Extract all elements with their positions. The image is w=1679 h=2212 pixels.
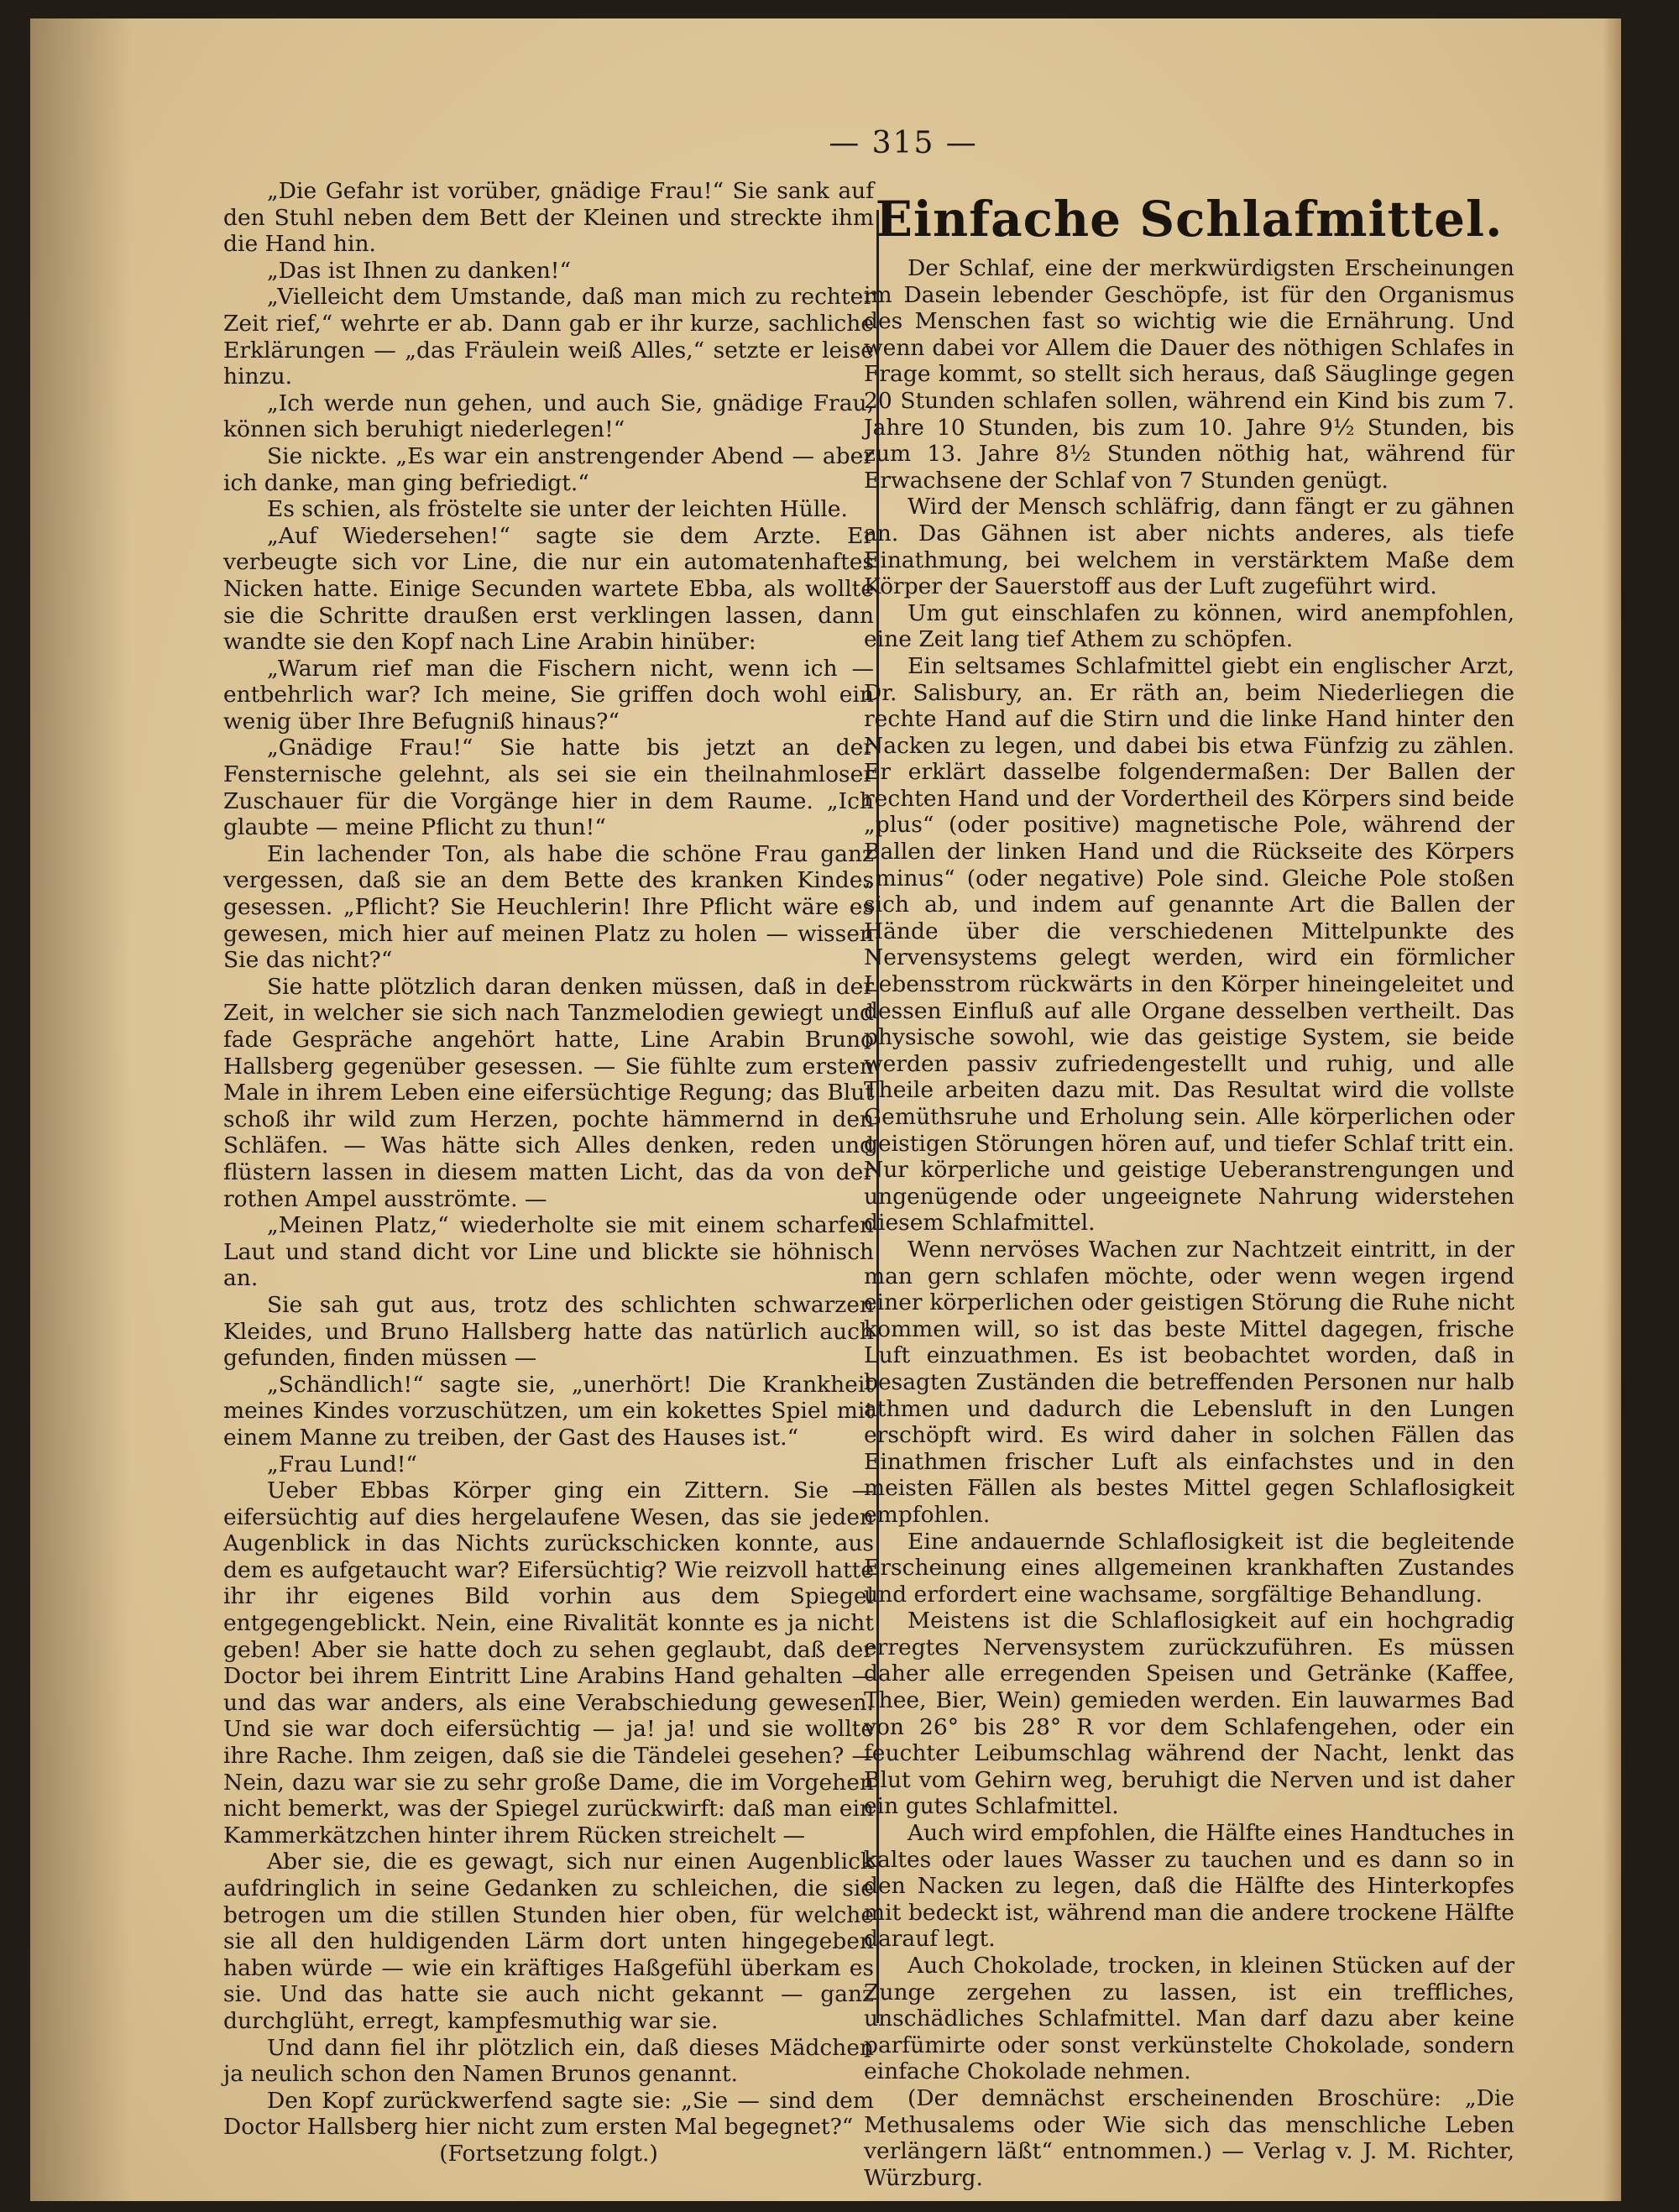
story-paragraph: Es schien, als fröstelte sie unter der leichten Hülle.: [267, 496, 848, 523]
story-paragraph: „Vielleicht dem Umstande, daß man mich zu rechter Zeit rief,“ wehrte er ab. Dann gab er ihr kurze, sachliche Erklärungen — „das Fräulein weiß Alles,“ setzte er leise hinzu.: [223, 284, 874, 390]
story-paragraph: Aber sie, die es gewagt, sich nur einen Augenblick aufdringlich in seine Gedanken zu schleichen, die sie betrogen um die stillen Stunden hier oben, für welche sie all den huldigenden Lärm dort unten hingegeben haben würde — wie ein kräftiges Haßgefühl überkam es sie. Und das hatte sie auch nicht gekannt — ganz durchglüht, erregt, kampfesmuthig war sie.: [223, 1849, 874, 2034]
story-paragraph: „Ich werde nun gehen, und auch Sie, gnädige Frau, können sich beruhigt niederlegen!“: [223, 390, 874, 443]
story-paragraph: Sie sah gut aus, trotz des schlichten schwarzen Kleides, und Bruno Hallsberg hatte das natürlich auch gefunden, finden müssen —: [223, 1291, 874, 1372]
story-paragraph: Und dann fiel ihr plötzlich ein, daß dieses Mädchen ja neulich schon den Namen Brunos genannt.: [223, 2034, 874, 2088]
page-number: — 315 —: [829, 126, 978, 160]
article-paragraph: Wenn nervöses Wachen zur Nachtzeit eintritt, in der man gern schlafen möchte, oder wenn wegen irgend einer körperlichen oder geistigen Störung die Ruhe nicht kommen will, so ist das beste Mittel dagegen, frische Luft einzuathmen. Es ist beobachtet worden, daß in besagten Zuständen die betreffenden Personen nur halb athmen und dadurch die Lebensluft in den Lungen erschöpft wird. Es wird daher in solchen Fällen das Einathmen frischer Luft als einfachstes und in den meisten Fällen als bestes Mittel gegen Schlaflosigkeit empfohlen.: [864, 1236, 1514, 1528]
story-column: [223, 178, 874, 2168]
article-column: [864, 195, 1514, 2191]
article-paragraph: Der Schlaf, eine der merkwürdigsten Erscheinungen im Dasein lebender Geschöpfe, ist für den Organismus des Menschen fast so wichtig wie die Ernährung. Und wenn dabei vor Allem die Dauer des nöthigen Schlafes in Frage kommt, so stellt sich heraus, daß Säuglinge gegen 20 Stunden schlafen sollen, während ein Kind bis zum 7. Jahre 10 Stunden, bis zum 10. Jahre 9½ Stunden, bis zum 13. Jahre 8½ Stunden nöthig hat, während für Erwachsene der Schlaf von 7 Stunden genügt.: [864, 255, 1514, 494]
article-paragraph: Ein seltsames Schlafmittel giebt ein englischer Arzt, Dr. Salisbury, an. Er räth an, beim Niederliegen die rechte Hand auf die Stirn und die linke Hand hinter den Nacken zu legen, und dabei bis etwa Fünfzig zu zählen. Er erklärt dasselbe folgendermaßen: Der Ballen der rechten Hand und der Vordertheil des Körpers sind beide „plus“ (oder positive) magnetische Pole, während der Ballen der linken Hand und die Rückseite des Körpers „minus“ (oder negative) Pole sind. Gleiche Pole stoßen sich ab, und indem auf genannte Art die Ballen der Hände über die verschiedenen Mittelpunkte des Nervensystems gelegt werden, wird ein förmlicher Lebensstrom rückwärts in den Körper hineingeleitet und dessen Einfluß auf alle Organe desselben vertheilt. Das physische sowohl, wie das geistige System, sie beide werden passiv zufriedengestellt und ruhig, und alle Theile arbeiten dazu mit. Das Resultat wird die vollste Gemüthsruhe und Erholung sein. Alle körperlichen oder geistigen Störungen hören auf, und tiefer Schlaf tritt ein. Nur körperliche und geistige Ueberanstrengungen und ungenügende oder ungeeignete Nahrung widerstehen diesem Schlafmittel.: [864, 652, 1514, 1237]
story-paragraph: „Gnädige Frau!“ Sie hatte bis jetzt an der Fensternische gelehnt, als sei sie ein theilnahmloser Zuschauer für die Vorgänge hier in dem Raume. „Ich glaubte — meine Pflicht zu thun!“: [223, 735, 874, 841]
story-paragraph: „Frau Lund!“: [267, 1451, 417, 1477]
article-paragraph: Um gut einschlafen zu können, wird anempfohlen, eine Zeit lang tief Athem zu schöpfen.: [864, 599, 1514, 653]
article-paragraph: (Der demnächst erscheinenden Broschüre: „Die Methusalems oder Wie sich das menschliche Leben verlängern läßt“ entnommen.) — Verlag v. J. M. Richter, Würzburg.: [864, 2084, 1514, 2191]
story-paragraph: „Schändlich!“ sagte sie, „unerhört! Die Krankheit meines Kindes vorzuschützen, um ein kokettes Spiel mit einem Manne zu treiben, der Gast des Hauses ist.“: [223, 1371, 874, 1451]
page-edge-shadow: [1603, 18, 1621, 2201]
scanned-page: [30, 18, 1621, 2201]
story-paragraph: Ein lachender Ton, als habe die schöne Frau ganz vergessen, daß sie an dem Bette des kranken Kindes gesessen. „Pflicht? Sie Heuchlerin! Ihre Pflicht wäre es gewesen, mich hier auf meinen Platz zu holen — wissen Sie das nicht?“: [223, 840, 874, 974]
story-paragraph: „Meinen Platz,“ wiederholte sie mit einem scharfen Laut und stand dicht vor Line und blickte sie höhnisch an.: [223, 1212, 874, 1292]
article-paragraph: Meistens ist die Schlaflosigkeit auf ein hochgradig erregtes Nervensystem zurückzuführen. Es müssen daher alle erregenden Speisen und Getränke (Kaffee, Thee, Bier, Wein) gemieden werden. Ein lauwarmes Bad von 26° bis 28° R vor dem Schlafengehen, oder ein feuchter Leibumschlag während der Nacht, lenkt das Blut vom Gehirn weg, beruhigt die Nerven und ist daher ein gutes Schlafmittel.: [864, 1608, 1514, 1820]
article-title: Einfache Schlafmittel.: [875, 191, 1504, 248]
story-paragraph: „Auf Wiedersehen!“ sagte sie dem Arzte. Er verbeugte sich vor Line, die nur ein automatenhaftes Nicken hatte. Einige Secunden wartete Ebba, als wollte sie die Schritte draußen erst verklingen lassen, dann wandte sie den Kopf nach Line Arabin hinüber:: [223, 522, 874, 656]
story-paragraph: Den Kopf zurückwerfend sagte sie: „Sie — sind dem Doctor Hallsberg hier nicht zum ersten Mal begegnet?“: [223, 2087, 874, 2141]
article-paragraph: Wird der Mensch schläfrig, dann fängt er zu gähnen an. Das Gähnen ist aber nichts anderes, als tiefe Einathmung, bei welchem in verstärktem Maße dem Körper der Sauerstoff aus der Luft zugeführt wird.: [864, 494, 1514, 600]
continuation-note: (Fortsetzung folgt.): [439, 2140, 658, 2167]
story-paragraph: Ueber Ebbas Körper ging ein Zittern. Sie — eifersüchtig auf dies hergelaufene Wesen, das sie jeden Augenblick in das Nichts zurückschicken konnte, aus dem es aufgetaucht war? Eifersüchtig? Wie reizvoll hatte ihr ihr eigenes Bild vorhin aus dem Spiegel entgegengeblickt. Nein, eine Rivalität konnte es ja nicht geben! Aber sie hatte doch zu sehen geglaubt, daß der Doctor bei ihrem Eintritt Line Arabins Hand gehalten — und das war anders, als eine Verabschiedung gewesen. Und sie war doch eifersüchtig — ja! ja! und sie wollte ihre Rache. Ihm zeigen, daß sie die Tändelei gesehen? — Nein, dazu war sie zu sehr große Dame, die im Vorgehen nicht bemerkt, was der Spiegel zurückwirft: daß man ein Kammerkätzchen hinter ihrem Rücken streichelt —: [223, 1477, 874, 1849]
story-paragraph: Sie nickte. „Es war ein anstrengender Abend — aber ich danke, man ging befriedigt.“: [223, 442, 874, 496]
article-paragraph: Eine andauernde Schlaflosigkeit ist die begleitende Erscheinung eines allgemeinen krankhaften Zustandes und erfordert eine wachsame, sorgfältige Behandlung.: [864, 1528, 1514, 1608]
story-paragraph: Sie hatte plötzlich daran denken müssen, daß in der Zeit, in welcher sie sich nach Tanzmelodien gewiegt und fade Gespräche angehört hatte, Line Arabin Bruno Hallsberg gegenüber gesessen. — Sie fühlte zum ersten Male in ihrem Leben eine eifersüchtige Regung; das Blut schoß ihr wild zum Herzen, pochte hämmernd in den Schläfen. — Was hätte sich Alles denken, reden und flüstern lassen in diesem matten Licht, das da von der rothen Ampel ausströmte. —: [223, 973, 874, 1212]
story-paragraph: „Das ist Ihnen zu danken!“: [267, 257, 572, 284]
article-paragraph: Auch wird empfohlen, die Hälfte eines Handtuches in kaltes oder laues Wasser zu tauchen und es dann so in den Nacken zu legen, daß die Hälfte des Hinterkopfes mit bedeckt ist, während man die andere trockene Hälfte darauf legt.: [864, 1820, 1514, 1953]
story-paragraph: „Die Gefahr ist vorüber, gnädige Frau!“ Sie sank auf den Stuhl neben dem Bett der Kleinen und streckte ihm die Hand hin.: [223, 178, 874, 258]
article-paragraph: Auch Chokolade, trocken, in kleinen Stücken auf der Zunge zergehen zu lassen, ist ein treffliches, unschädliches Schlafmittel. Man darf dazu aber keine parfümirte oder sonst verkünstelte Chokolade, sondern einfache Chokolade nehmen.: [864, 1953, 1514, 2085]
binding-gutter-shadow: [30, 18, 131, 2201]
story-paragraph: „Warum rief man die Fischern nicht, wenn ich — entbehrlich war? Ich meine, Sie griffen doch wohl ein wenig über Ihre Befugniß hinaus?“: [223, 655, 874, 735]
